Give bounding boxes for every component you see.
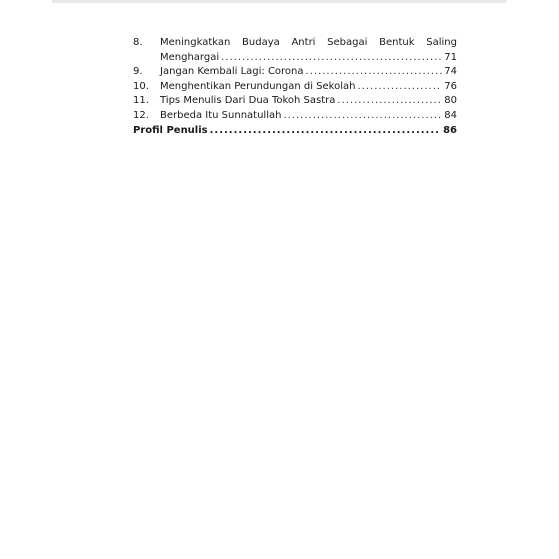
word: Meningkatkan xyxy=(160,37,231,48)
toc-entry-9[interactable] xyxy=(133,65,457,80)
dot-leader xyxy=(337,94,442,109)
page-top-edge xyxy=(52,0,506,3)
word: Bentuk xyxy=(379,37,415,48)
toc-entry-12[interactable] xyxy=(133,109,457,124)
word: Budaya xyxy=(242,37,280,48)
toc-entry-10[interactable] xyxy=(133,80,457,95)
dot-leader xyxy=(306,65,443,80)
toc-entry-page: 84 xyxy=(444,109,457,121)
toc-entry-title-line2: Menghargai xyxy=(160,51,220,63)
word: Antri xyxy=(291,37,316,48)
toc-entry-title: Tips Menulis Dari Dua Tokoh Sastra xyxy=(160,95,336,106)
dot-leader xyxy=(210,124,441,139)
toc-entry-8[interactable] xyxy=(133,36,457,65)
word: Saling xyxy=(426,37,457,48)
toc-entry-number: 9. xyxy=(133,66,143,77)
dot-leader xyxy=(357,80,442,95)
toc-entry-page: 76 xyxy=(444,80,457,92)
toc-entry-title: Profil Penulis xyxy=(133,125,208,136)
toc-entry-11[interactable] xyxy=(133,94,457,109)
toc-entry-page: 80 xyxy=(444,95,457,106)
word: Sebagai xyxy=(327,37,368,48)
toc-entry-number: 11. xyxy=(133,95,149,106)
toc-entry-page: 86 xyxy=(443,125,457,136)
toc-entry-number: 10. xyxy=(133,80,149,92)
toc-entry-profil-penulis[interactable] xyxy=(133,124,457,139)
toc-entry-number: 12. xyxy=(133,109,149,121)
table-of-contents xyxy=(133,36,457,139)
toc-entry-title: Menghentikan Perundungan di Sekolah xyxy=(160,80,356,92)
toc-entry-page: 71 xyxy=(444,51,457,63)
dot-leader xyxy=(221,51,442,66)
toc-entry-title-line1 xyxy=(160,36,457,51)
toc-entry-title: Jangan Kembali Lagi: Corona xyxy=(160,66,304,77)
toc-entry-title: Berbeda Itu Sunnatullah xyxy=(160,109,282,121)
dot-leader xyxy=(283,109,442,124)
toc-entry-number: 8. xyxy=(133,37,143,48)
toc-entry-8-line2 xyxy=(133,51,457,66)
toc-entry-8-line1 xyxy=(133,36,457,51)
toc-entry-page: 74 xyxy=(444,66,457,77)
